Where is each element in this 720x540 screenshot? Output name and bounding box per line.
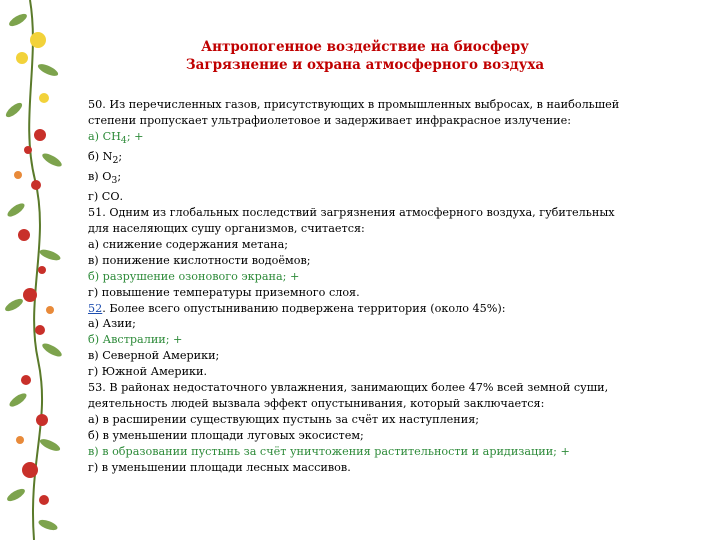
q52-text: 52. Более всего опустыниванию подвержена территория (около 45%): (88, 301, 506, 315)
q52-option-a: а) Азии; (88, 317, 136, 331)
q52-option-c: в) Северной Америки; (88, 349, 220, 363)
q51-option-b: в) понижение кислотности водоёмов; (88, 253, 311, 267)
title-line-1: Антропогенное воздействие на биосферу (201, 39, 529, 55)
q53-text-2: деятельность людей вызвала эффект опустынивания, который заключается: (88, 397, 545, 411)
q53-option-c: в) в образовании пустынь за счёт уничтожения растительности и аридизации; + (88, 444, 570, 458)
questions-content (88, 97, 648, 476)
q50-option-c: в) $О_3$; (88, 170, 122, 187)
q50-option-a: а) $СН_4$; + (88, 129, 144, 147)
q53-text-1: 53. В районах недостаточного увлажнения, занимающих более 47% всей земной суши, (88, 381, 609, 395)
q53-option-b: б) в уменьшении площади луговых экосистем; (88, 428, 364, 442)
q52-number-link[interactable]: 52 (88, 301, 103, 315)
q50-text-1: 50. Из перечисленных газов, присутствующих в промышленных выбросах, в наибольшей (88, 98, 620, 111)
floral-border (0, 0, 74, 540)
title-line-2: Загрязнение и охрана атмосферного воздуха (185, 57, 545, 73)
q53-option-d: г) в уменьшении площади лесных массивов. (88, 460, 351, 474)
q51-text-2: для населяющих сушу организмов, считается: (88, 222, 365, 236)
q50-option-b: б) $N_2$; (88, 149, 123, 167)
q50-text-2: степени пропускает ультрафиолетовое и задерживает инфракрасное излучение: (88, 113, 571, 127)
q52-option-b: б) Австралии; + (88, 333, 183, 347)
q51-text-1: 51. Одним из глобальных последствий загрязнения атмосферного воздуха, губительных (88, 206, 615, 220)
q53-option-a: а) в расширении существующих пустынь за счёт их наступления; (88, 412, 480, 426)
q51-option-c: б) разрушение озонового экрана; + (88, 269, 300, 283)
q50-option-d: г) СО. (88, 190, 124, 204)
q51-option-d: г) повышение температуры приземного слоя. (88, 285, 360, 299)
slide-title (150, 38, 580, 74)
q52-option-d: г) Южной Америки. (88, 365, 208, 379)
q51-option-a: а) снижение содержания метана; (88, 237, 289, 251)
